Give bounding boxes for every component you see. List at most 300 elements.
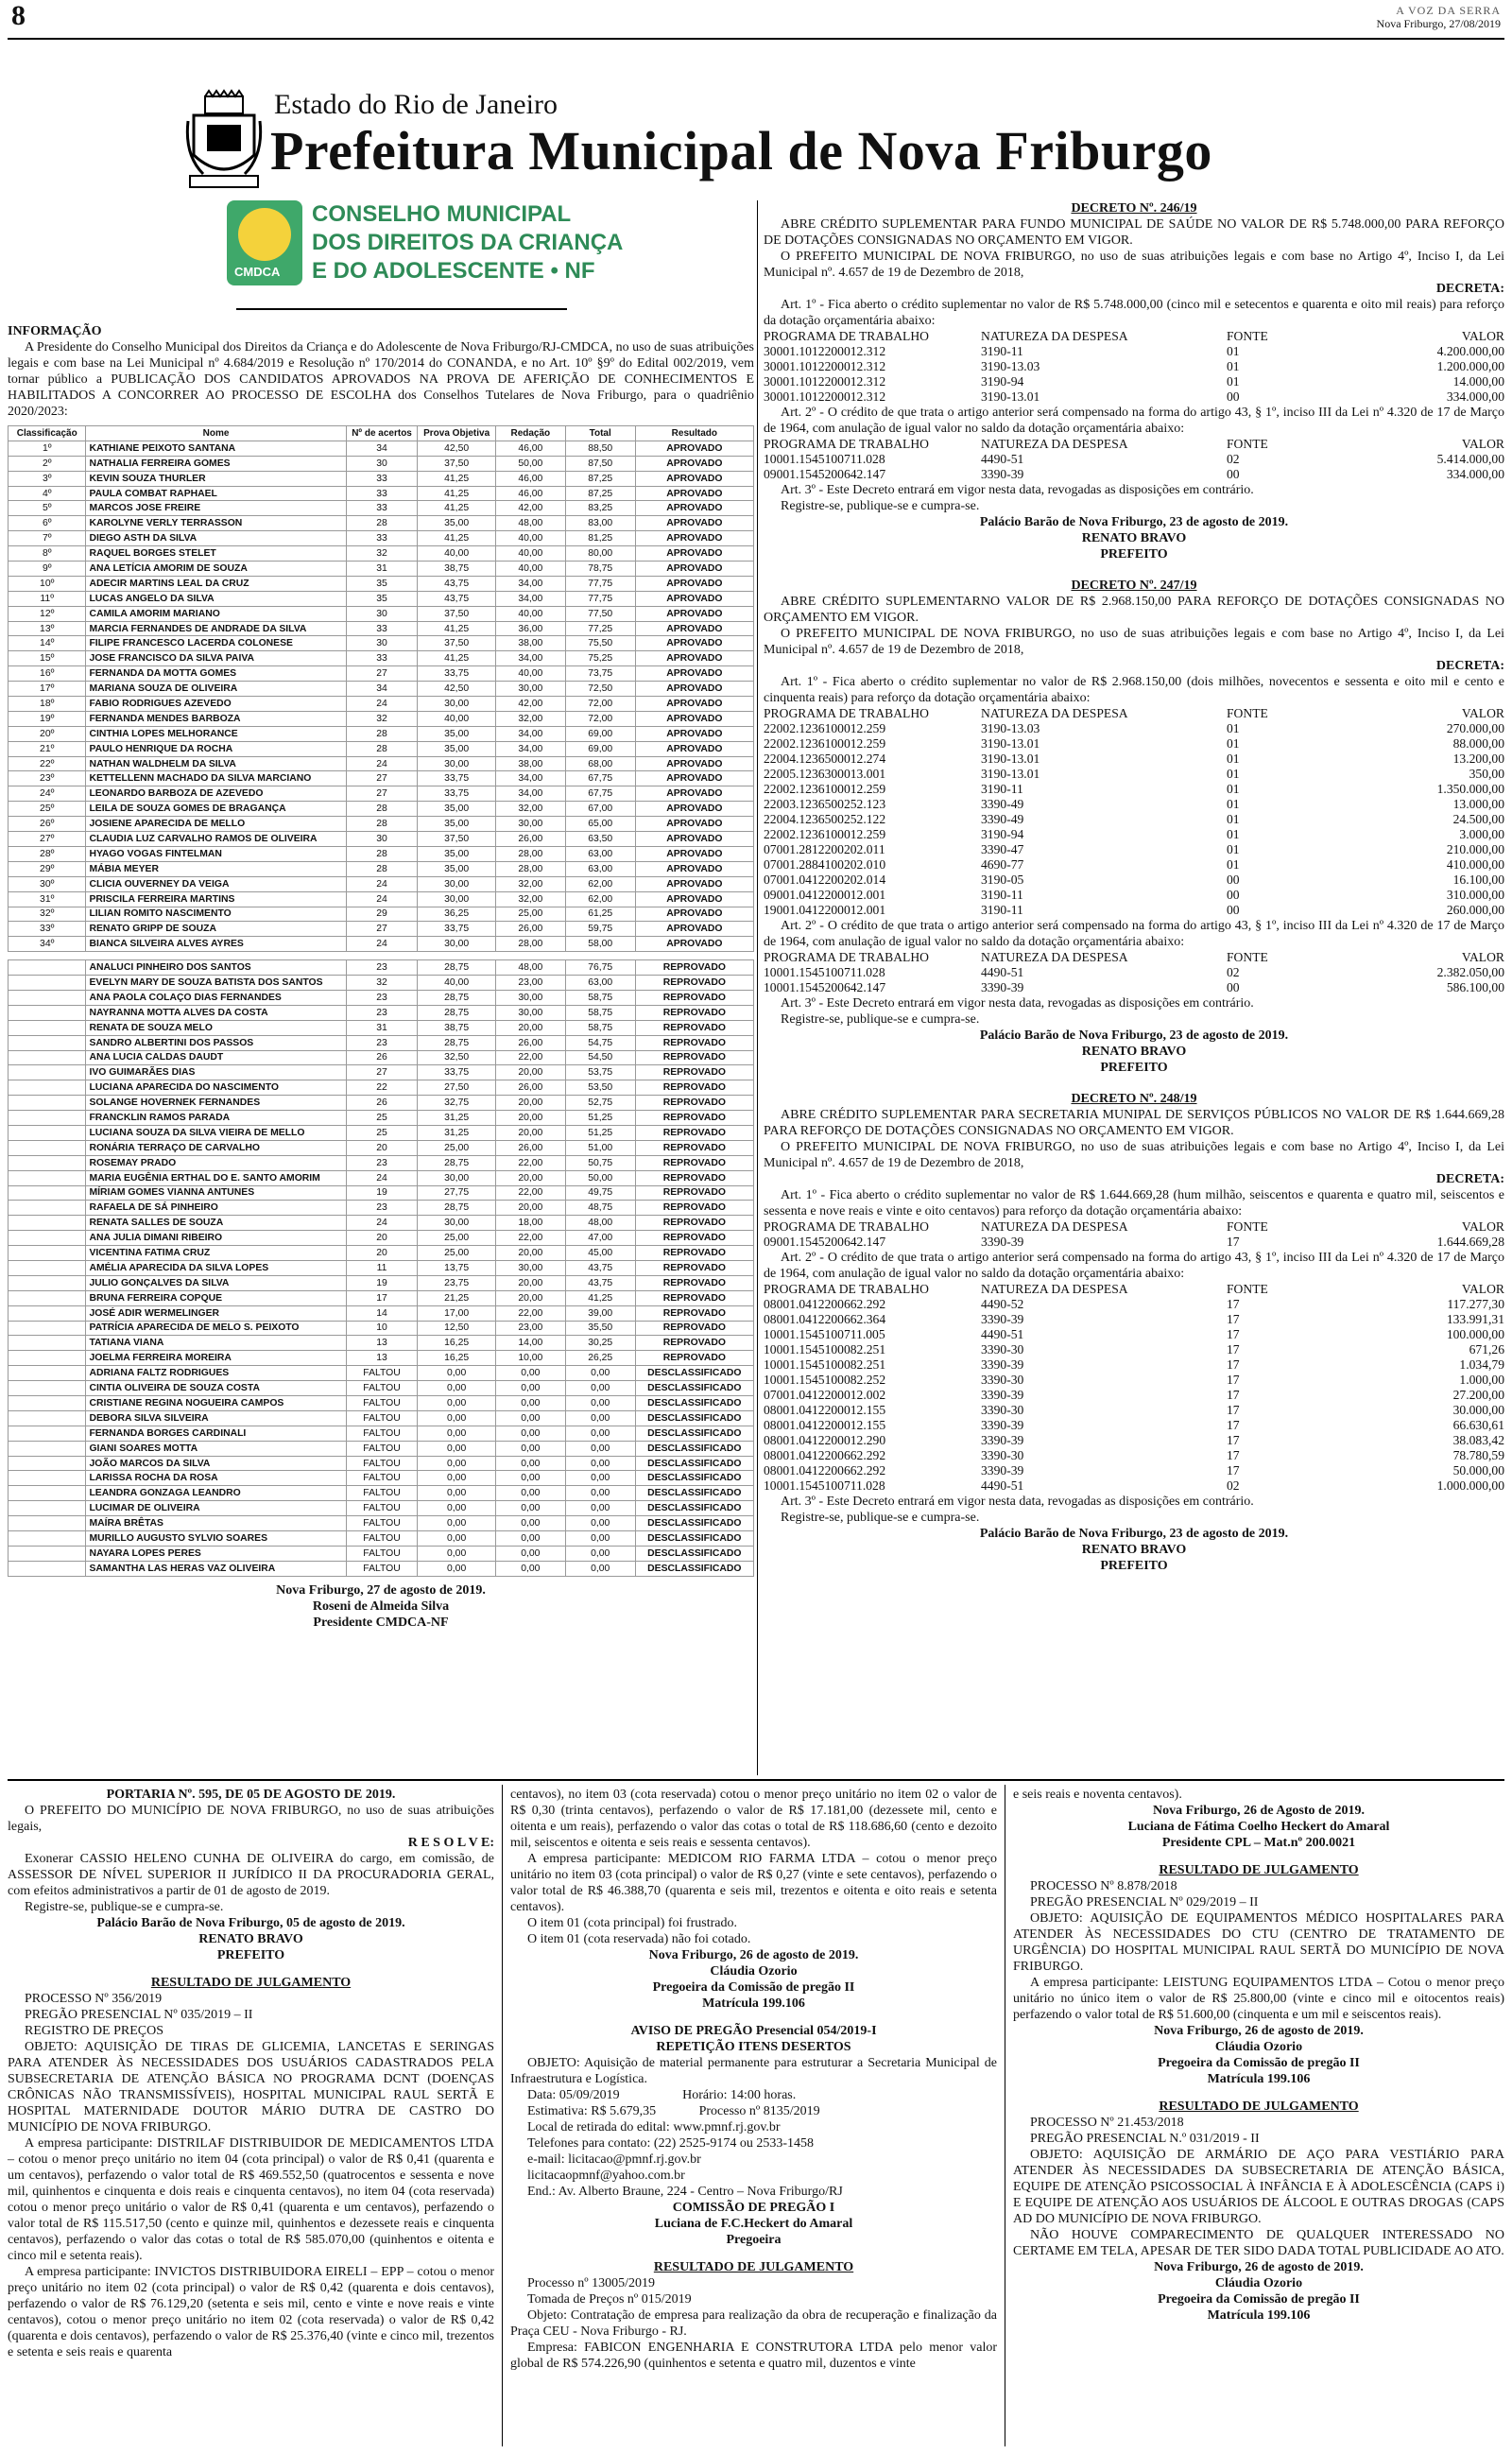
- table-cell: APROVADO: [635, 832, 753, 847]
- table-row: [9, 1441, 754, 1456]
- table-cell: BIANCA SILVEIRA ALVES AYRES: [86, 937, 346, 952]
- table-cell: 0,00: [495, 1426, 565, 1441]
- table-cell: 0,00: [565, 1561, 635, 1576]
- table-cell: 1.350.000,00: [1436, 782, 1504, 796]
- table-cell: 68,00: [565, 756, 635, 771]
- table-cell: 20: [346, 1231, 418, 1246]
- table-cell: 14º: [9, 636, 86, 651]
- decree-signer-role: PREFEITO: [1100, 1061, 1168, 1075]
- table-cell: 87,25: [565, 471, 635, 486]
- table-cell: 3390-49: [981, 812, 1024, 826]
- table-cell: 00: [1227, 873, 1240, 887]
- table-cell: REPROVADO: [635, 1020, 753, 1035]
- decree-art2: Art. 2º - O crédito de que trata o artigo anterior será compensado na forma do artigo 43, § 1º, inciso III da Lei nº 4.320 de 17 de Março de 1964, com anulação de igual valor no saldo da dotação orçamentária abaixo:: [764, 406, 1504, 436]
- table-cell: 09001.1545200642.147: [764, 467, 886, 481]
- table-cell: 4490-51: [981, 1327, 1024, 1341]
- table-row: [764, 1327, 1504, 1342]
- table-cell: LUCAS ANGELO DA SILVA: [86, 591, 346, 606]
- table-cell: 0,00: [418, 1410, 495, 1426]
- table-row: [9, 1305, 754, 1321]
- aviso-role: Pregoeira: [726, 2233, 782, 2247]
- table-row: [9, 697, 754, 712]
- table-cell: 33,75: [418, 1065, 495, 1080]
- table-cell: 51,25: [565, 1125, 635, 1140]
- table-cell: 0,00: [495, 1531, 565, 1547]
- bottom-column-3: [1013, 1787, 1504, 2324]
- table-cell: 08001.0412200012.155: [764, 1418, 886, 1432]
- table-cell: MAÍRA BRÊTAS: [86, 1516, 346, 1531]
- table-row: [9, 976, 754, 991]
- table-cell: 0,00: [495, 1381, 565, 1396]
- table-row: [764, 1342, 1504, 1357]
- cmdca-logo: [227, 200, 624, 295]
- table-row: [9, 1501, 754, 1516]
- budget-header-cell: NATUREZA DA DESPESA: [981, 950, 1128, 964]
- table-cell: 15º: [9, 651, 86, 666]
- result2-paragraph-1: Empresa: FABICON ENGENHARIA E CONSTRUTORA LTDA pelo menor valor global de R$ 574.226,90 (quinhentos e setenta e quatro mil, duzentos e vinte: [510, 2341, 997, 2371]
- table-cell: 40,00: [495, 531, 565, 546]
- table-cell: 20,00: [495, 1201, 565, 1216]
- table-cell: 2º: [9, 456, 86, 471]
- table-cell: 0,00: [418, 1381, 495, 1396]
- table-cell: 24: [346, 756, 418, 771]
- aviso-title: AVISO DE PREGÃO Presencial 054/2019-I: [630, 2024, 877, 2038]
- table-cell: 17: [1227, 1342, 1240, 1357]
- portaria-body: Exonerar CASSIO HELENO CUNHA DE OLIVEIRA do cargo, em comissão, de ASSESSOR DE NÍVEL SUPERIOR II JURÍDICO II DA PROCURADORIA GERAL, com efeitos administrativos a partir de 01 de agosto de 2019.: [8, 1852, 494, 1898]
- portaria-role: PREFEITO: [216, 1948, 285, 1962]
- table-cell: 72,50: [565, 682, 635, 697]
- results-header-row: [9, 426, 754, 441]
- budget-header-cell: FONTE: [1227, 706, 1268, 720]
- table-cell: 40,00: [495, 546, 565, 562]
- aviso-line-7: End.: Av. Alberto Braune, 224 - Centro – Nova Friburgo/RJ: [527, 2185, 843, 2199]
- table-row: [9, 1290, 754, 1305]
- budget-header-cell: FONTE: [1227, 329, 1268, 343]
- table-cell: 0,00: [418, 1531, 495, 1547]
- table-cell: 28: [346, 741, 418, 756]
- table-cell: DESCLASSIFICADO: [635, 1531, 753, 1547]
- portaria-palace: Palácio Barão de Nova Friburgo, 05 de agosto de 2019.: [96, 1916, 405, 1930]
- table-cell: LILIAN ROMITO NASCIMENTO: [86, 907, 346, 922]
- table-cell: 58,75: [565, 1005, 635, 1020]
- table-cell: 12,50: [418, 1321, 495, 1336]
- table-cell: 22002.1236100012.259: [764, 782, 886, 796]
- table-cell: MARIA EUGÊNIA ERTHAL DO E. SANTO AMORIM: [86, 1170, 346, 1185]
- table-row: [9, 876, 754, 891]
- table-row: [9, 591, 754, 606]
- table-cell: PATRÍCIA APARECIDA DE MELO S. PEIXOTO: [86, 1321, 346, 1336]
- table-cell: APROVADO: [635, 576, 753, 591]
- table-cell: 23,00: [495, 1321, 565, 1336]
- table-cell: REPROVADO: [635, 1065, 753, 1080]
- table-cell: 17: [346, 1290, 418, 1305]
- table-cell: [9, 1381, 86, 1396]
- result4-paragraph-1: NÃO HOUVE COMPARECIMENTO DE QUALQUER INTERESSADO NO CERTAME EM TELA, APESAR DE TER SIDO DADA TOTAL PUBLICIDADE AO ATO.: [1013, 2228, 1504, 2258]
- table-cell: 32,00: [495, 891, 565, 907]
- cmdca-information: [8, 323, 754, 1631]
- table-cell: 21º: [9, 741, 86, 756]
- table-cell: 0,00: [418, 1486, 495, 1501]
- table-cell: 43,75: [565, 1275, 635, 1290]
- table-cell: APROVADO: [635, 636, 753, 651]
- table-row: [9, 1096, 754, 1111]
- table-cell: 0,00: [418, 1501, 495, 1516]
- table-cell: DESCLASSIFICADO: [635, 1456, 753, 1471]
- table-cell: 58,75: [565, 1020, 635, 1035]
- table-cell: 32: [346, 546, 418, 562]
- table-cell: [9, 1125, 86, 1140]
- table-cell: 75,25: [565, 651, 635, 666]
- table-cell: 0,00: [565, 1441, 635, 1456]
- table-cell: 41,25: [418, 651, 495, 666]
- table-cell: 5º: [9, 501, 86, 516]
- table-row: [9, 1216, 754, 1231]
- table-cell: 1.000,00: [1459, 1373, 1504, 1387]
- table-cell: 20,00: [495, 1290, 565, 1305]
- table-cell: [9, 1246, 86, 1261]
- result3-paragraph-1: A empresa participante: LEISTUNG EQUIPAMENTOS LTDA – Cotou o menor preço unitário no único item o valor de R$ 25.800,00 (vinte e cinco mil e oitocentos reais) perfazendo o valor total de R$ 51.600,00 (cinquenta e um mil e seiscentos reais).: [1013, 1976, 1504, 2022]
- table-row: [764, 736, 1504, 752]
- budget-table: [764, 1219, 1504, 1250]
- table-cell: 28,75: [418, 1035, 495, 1050]
- results-header-cell: Classificação: [9, 426, 86, 441]
- table-row: [9, 1471, 754, 1486]
- table-cell: 10001.1545100711.028: [764, 965, 885, 979]
- table-cell: REPROVADO: [635, 1125, 753, 1140]
- table-cell: 0,00: [495, 1486, 565, 1501]
- table-cell: 32,00: [495, 876, 565, 891]
- table-cell: 19: [346, 1275, 418, 1290]
- result3-role-1: Pregoeira da Comissão de pregão II: [1158, 2056, 1360, 2070]
- table-gap: [9, 952, 754, 960]
- table-row: [9, 651, 754, 666]
- table-cell: 11: [346, 1260, 418, 1275]
- table-cell: 46,00: [495, 441, 565, 456]
- table-cell: 38.083,42: [1452, 1433, 1504, 1447]
- table-cell: 00: [1227, 467, 1240, 481]
- table-cell: 42,50: [418, 441, 495, 456]
- table-cell: APROVADO: [635, 741, 753, 756]
- table-row: [9, 1260, 754, 1275]
- table-cell: 07001.2812200202.011: [764, 842, 885, 856]
- table-cell: 30º: [9, 876, 86, 891]
- table-cell: 0,00: [495, 1456, 565, 1471]
- table-cell: 51,25: [565, 1111, 635, 1126]
- table-row: [764, 1448, 1504, 1463]
- table-row: [9, 771, 754, 786]
- table-cell: 23: [346, 1035, 418, 1050]
- decree-preamble: O PREFEITO MUNICIPAL DE NOVA FRIBURGO, no uso de suas atribuições legais e com base no Artigo 4º, Inciso I, da Lei Municipal nº. 4.657 de 19 de Dezembro de 2018,: [764, 627, 1504, 657]
- table-cell: 40,00: [495, 666, 565, 682]
- info-sign-role: Presidente CMDCA-NF: [313, 1615, 449, 1630]
- table-cell: 10º: [9, 576, 86, 591]
- table-cell: [9, 1096, 86, 1111]
- table-row: [764, 359, 1504, 374]
- table-cell: 24.500,00: [1452, 812, 1504, 826]
- result1-pregao: PREGÃO PRESENCIAL Nº 035/2019 – II: [25, 2008, 253, 2022]
- decree-art2: Art. 2º - O crédito de que trata o artigo anterior será compensado na forma do artigo 43, § 1º, inciso III da Lei nº 4.320 de 17 de Março de 1964, com anulação de igual valor no saldo da dotação orçamentária abaixo:: [764, 919, 1504, 949]
- table-cell: 17º: [9, 682, 86, 697]
- table-row: [9, 516, 754, 531]
- table-cell: NATHAN WALDHELM DA SILVA: [86, 756, 346, 771]
- table-cell: FALTOU: [346, 1471, 418, 1486]
- table-cell: FALTOU: [346, 1366, 418, 1381]
- table-cell: 75,50: [565, 636, 635, 651]
- decree-palace: Palácio Barão de Nova Friburgo, 23 de agosto de 2019.: [979, 1527, 1289, 1541]
- table-cell: ANA LUCIA CALDAS DAUDT: [86, 1050, 346, 1065]
- table-cell: REPROVADO: [635, 1185, 753, 1201]
- table-cell: 17: [1227, 1463, 1240, 1478]
- table-cell: 0,00: [565, 1471, 635, 1486]
- column-divider: [757, 200, 758, 1775]
- table-cell: 4490-51: [981, 452, 1024, 466]
- table-cell: 58,75: [565, 990, 635, 1005]
- table-cell: 133.991,31: [1446, 1312, 1504, 1326]
- table-cell: 32,00: [495, 711, 565, 726]
- table-cell: [9, 1561, 86, 1576]
- column-divider: [502, 1785, 503, 2446]
- result4-role-1: Pregoeira da Comissão de pregão II: [1158, 2292, 1360, 2307]
- table-cell: 72,00: [565, 711, 635, 726]
- table-cell: 3390-39: [981, 1418, 1024, 1432]
- table-cell: [9, 1336, 86, 1351]
- results-header-cell: Nº de acertos: [346, 426, 418, 441]
- table-row: [9, 907, 754, 922]
- result3-pregao: PREGÃO PRESENCIAL Nº 029/2019 – II: [1030, 1895, 1259, 1910]
- table-cell: 3390-39: [981, 1235, 1024, 1249]
- table-cell: 01: [1227, 344, 1240, 358]
- table-cell: 34,00: [495, 576, 565, 591]
- table-row: [9, 456, 754, 471]
- table-cell: 17: [1227, 1297, 1240, 1311]
- table-row: [9, 1426, 754, 1441]
- table-cell: 18,00: [495, 1216, 565, 1231]
- table-cell: 41,25: [565, 1290, 635, 1305]
- table-cell: 5.414.000,00: [1436, 452, 1504, 466]
- table-cell: 40,00: [495, 562, 565, 577]
- table-cell: MÍRIAM GOMES VIANNA ANTUNES: [86, 1185, 346, 1201]
- table-row: [764, 1297, 1504, 1312]
- table-cell: [9, 1065, 86, 1080]
- table-cell: 16,25: [418, 1351, 495, 1366]
- table-cell: 16,25: [418, 1336, 495, 1351]
- table-cell: EVELYN MARY DE SOUZA BATISTA DOS SANTOS: [86, 976, 346, 991]
- table-cell: TATIANA VIANA: [86, 1336, 346, 1351]
- table-row: [764, 374, 1504, 389]
- table-cell: 43,75: [418, 576, 495, 591]
- table-cell: 16.100,00: [1452, 873, 1504, 887]
- table-cell: [9, 1321, 86, 1336]
- table-cell: 4.200.000,00: [1436, 344, 1504, 358]
- table-row: [9, 937, 754, 952]
- table-cell: 63,00: [565, 846, 635, 861]
- budget-header-row: [764, 706, 1504, 721]
- table-cell: 3190-13.01: [981, 389, 1040, 404]
- table-cell: 0,00: [495, 1396, 565, 1411]
- table-cell: 08001.0412200662.292: [764, 1463, 886, 1478]
- table-cell: 3190-13.01: [981, 752, 1040, 766]
- portaria-register: Registre-se, publique-se e cumpra-se.: [25, 1900, 224, 1914]
- smiley-icon: [238, 208, 291, 261]
- table-row: [9, 960, 754, 976]
- table-cell: 30,00: [495, 1005, 565, 1020]
- table-row: [9, 1020, 754, 1035]
- table-cell: IVO GUIMARÃES DIAS: [86, 1065, 346, 1080]
- table-cell: 27: [346, 922, 418, 937]
- table-row: [9, 621, 754, 636]
- info-heading: INFORMAÇÃO: [8, 324, 102, 338]
- table-cell: 270.000,00: [1446, 721, 1504, 735]
- table-cell: 80,00: [565, 546, 635, 562]
- table-cell: 25: [346, 1125, 418, 1140]
- table-row: [9, 471, 754, 486]
- table-cell: 20,00: [495, 1125, 565, 1140]
- budget-header-cell: PROGRAMA DE TRABALHO: [764, 950, 929, 964]
- prefeitura-title: Prefeitura Municipal de Nova Friburgo: [270, 120, 1212, 181]
- table-cell: 7º: [9, 531, 86, 546]
- table-cell: 87,25: [565, 486, 635, 501]
- table-cell: JOSIENE APARECIDA DE MELLO: [86, 817, 346, 832]
- result1-role-1: Pregoeira da Comissão de pregão II: [652, 1980, 855, 1995]
- table-row: [9, 546, 754, 562]
- table-cell: FALTOU: [346, 1426, 418, 1441]
- table-row: [9, 1140, 754, 1155]
- table-cell: APROVADO: [635, 591, 753, 606]
- table-cell: 28,75: [418, 960, 495, 976]
- table-cell: 22003.1236500252.123: [764, 797, 886, 811]
- table-cell: 53,75: [565, 1065, 635, 1080]
- table-cell: 26: [346, 1096, 418, 1111]
- table-row: [764, 797, 1504, 812]
- table-cell: APROVADO: [635, 682, 753, 697]
- table-cell: LEONARDO BARBOZA DE AZEVEDO: [86, 786, 346, 802]
- cmdca-line-2: DOS DIREITOS DA CRIANÇA: [312, 230, 624, 255]
- table-cell: 77,75: [565, 576, 635, 591]
- budget-header-cell: NATUREZA DA DESPESA: [981, 706, 1128, 720]
- table-cell: DESCLASSIFICADO: [635, 1471, 753, 1486]
- table-row: [764, 1312, 1504, 1327]
- table-cell: JOSÉ ADIR WERMELINGER: [86, 1305, 346, 1321]
- table-cell: 3190-94: [981, 827, 1024, 841]
- budget-header-cell: VALOR: [1461, 950, 1504, 964]
- table-cell: 23: [346, 960, 418, 976]
- table-cell: 3390-39: [981, 1463, 1024, 1478]
- table-cell: 23: [346, 1201, 418, 1216]
- table-cell: 26º: [9, 817, 86, 832]
- table-cell: 07001.0412200012.002: [764, 1388, 886, 1402]
- table-cell: APROVADO: [635, 907, 753, 922]
- table-cell: 58,00: [565, 937, 635, 952]
- table-cell: 41,25: [418, 621, 495, 636]
- decree-intro: ABRE CRÉDITO SUPLEMENTARNO VALOR DE R$ 2.968.150,00 PARA REFORÇO DE DOTAÇÕES CONSIGNADAS NO ORÇAMENTO EM VIGOR.: [764, 595, 1504, 625]
- table-cell: [9, 1290, 86, 1305]
- result1-paragraph-2: A empresa participante: INVICTOS DISTRIBUIDORA EIRELI – EPP – cotou o menor preço unitário no item 02 (cota principal) o valor de R$ 0,42 (quarenta e dois centavos), perfazendo o valor de R$ 76.129,20 (setenta e seis mil, cento e vinte e nove reais e vinte centavos), cotou o menor preço unitário no item 02 (cota reservada) o valor de R$ 0,42 (quarenta e dois centavos), perfazendo o valor de R$ 25.376,40 (vinte e cinco mil, trezentos e setenta e seis reais e quarenta: [8, 2265, 494, 2359]
- table-cell: RONÁRIA TERRAÇO DE CARVALHO: [86, 1140, 346, 1155]
- table-cell: 23: [346, 1155, 418, 1170]
- table-row: [9, 1351, 754, 1366]
- table-cell: REPROVADO: [635, 1170, 753, 1185]
- table-cell: 30,00: [495, 817, 565, 832]
- table-cell: 3190-13.01: [981, 767, 1040, 781]
- table-cell: 09001.1545200642.147: [764, 1235, 886, 1249]
- table-cell: 17: [1227, 1418, 1240, 1432]
- table-row: [9, 562, 754, 577]
- table-cell: [9, 1216, 86, 1231]
- table-cell: 07001.2884100202.010: [764, 857, 886, 872]
- table-cell: 100.000,00: [1446, 1327, 1504, 1341]
- table-cell: 38,00: [495, 756, 565, 771]
- table-cell: [9, 1080, 86, 1096]
- table-cell: 1.034,79: [1459, 1357, 1504, 1372]
- decree-art1: Art. 1º - Fica aberto o crédito suplementar no valor de R$ 5.748.000,00 (cinco mil e setecentos e quarenta e oito mil reais) para reforço da dotação orçamentária abaixo:: [764, 298, 1504, 328]
- budget-header-row: [764, 950, 1504, 965]
- table-cell: 25,00: [418, 1231, 495, 1246]
- table-cell: 30,00: [495, 682, 565, 697]
- table-cell: 0,00: [418, 1426, 495, 1441]
- table-cell: FALTOU: [346, 1516, 418, 1531]
- table-cell: 3390-30: [981, 1342, 1024, 1357]
- table-cell: FALTOU: [346, 1531, 418, 1547]
- table-row: [9, 1201, 754, 1216]
- table-cell: APROVADO: [635, 876, 753, 891]
- table-cell: 0,00: [565, 1366, 635, 1381]
- table-cell: FALTOU: [346, 1561, 418, 1576]
- table-cell: 23: [346, 1005, 418, 1020]
- result2-object: Objeto: Contratação de empresa para realização da obra de recuperação e finalização da Praça CEU - Nova Friburgo - RJ.: [510, 2308, 997, 2339]
- budget-header-cell: FONTE: [1227, 950, 1268, 964]
- table-cell: 24: [346, 891, 418, 907]
- table-cell: 34,00: [495, 786, 565, 802]
- table-cell: 10001.1545100082.252: [764, 1373, 886, 1387]
- table-cell: DESCLASSIFICADO: [635, 1441, 753, 1456]
- table-cell: 1º: [9, 441, 86, 456]
- table-cell: 36,00: [495, 621, 565, 636]
- table-cell: 33: [346, 471, 418, 486]
- table-cell: 410.000,00: [1446, 857, 1504, 872]
- table-cell: FERNANDA DA MOTTA GOMES: [86, 666, 346, 682]
- budget-header-cell: FONTE: [1227, 437, 1268, 451]
- table-row: [9, 486, 754, 501]
- table-cell: 08001.0412200662.292: [764, 1297, 886, 1311]
- table-cell: BRUNA FERREIRA COPQUE: [86, 1290, 346, 1305]
- aviso-line-4: Telefones para contato: (22) 2525-9174 ou 2533-1458: [527, 2136, 815, 2151]
- table-cell: 11º: [9, 591, 86, 606]
- table-cell: FALTOU: [346, 1381, 418, 1396]
- decree-signer-role: PREFEITO: [1100, 1559, 1168, 1573]
- table-cell: REPROVADO: [635, 1290, 753, 1305]
- table-row: [9, 1185, 754, 1201]
- table-cell: 29: [346, 907, 418, 922]
- result1-role-2: Matrícula 199.106: [702, 1996, 805, 2011]
- bottom-rule: [8, 1779, 1504, 1781]
- cmdca-abbr: CMDCA: [234, 265, 281, 279]
- result2-role: Presidente CPL – Mat.nº 200.0021: [1161, 1836, 1356, 1850]
- table-cell: 3390-39: [981, 1388, 1024, 1402]
- table-cell: 8º: [9, 546, 86, 562]
- result1-name: Cláudia Ozorio: [710, 1964, 798, 1979]
- table-cell: 48,00: [495, 960, 565, 976]
- table-cell: 22: [346, 1080, 418, 1096]
- budget-header-row: [764, 1282, 1504, 1297]
- result3-date: Nova Friburgo, 26 de agosto de 2019.: [1154, 2024, 1364, 2038]
- table-cell: 65,00: [565, 817, 635, 832]
- result2-process: Processo nº 13005/2019: [527, 2276, 656, 2290]
- cmdca-line-1: CONSELHO MUNICIPAL: [312, 201, 572, 227]
- table-cell: 17: [1227, 1373, 1240, 1387]
- table-cell: 48,75: [565, 1201, 635, 1216]
- table-row: [9, 786, 754, 802]
- table-cell: REPROVADO: [635, 1111, 753, 1126]
